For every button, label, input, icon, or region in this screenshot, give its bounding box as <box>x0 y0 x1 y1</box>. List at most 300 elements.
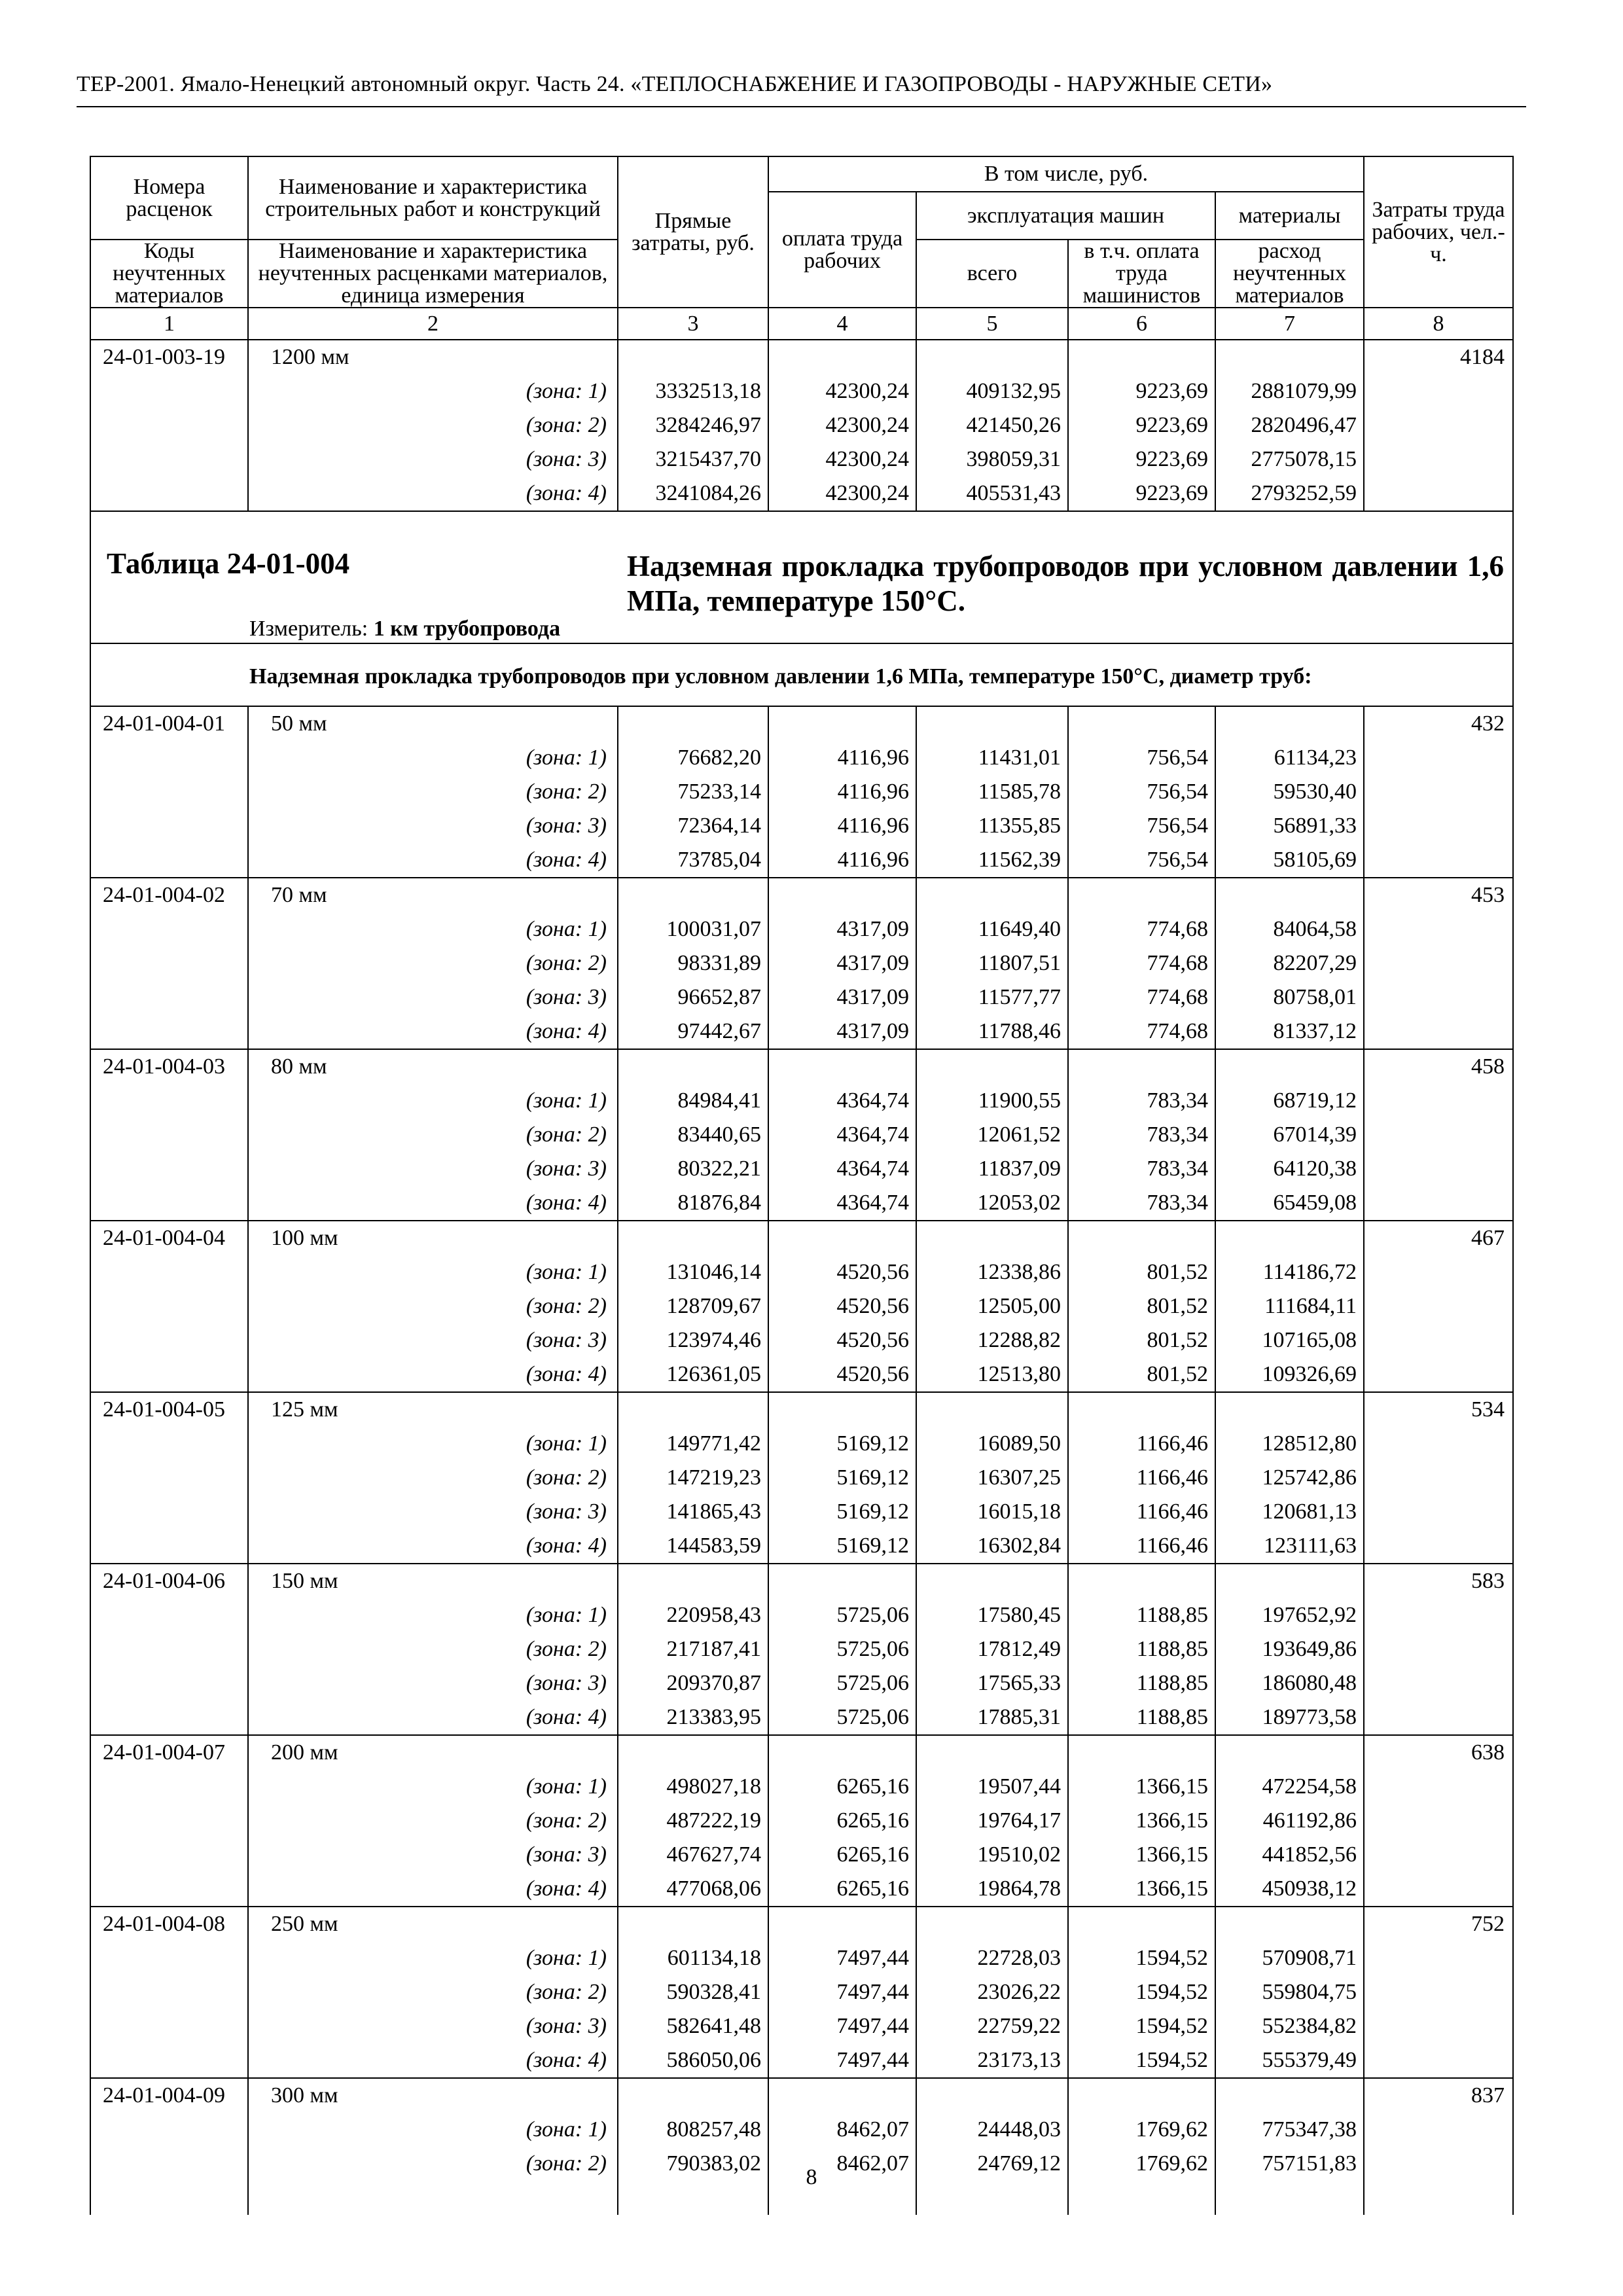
machinist-wages: 774,68 <box>1068 912 1215 946</box>
worker-wages: 42300,24 <box>768 476 916 511</box>
empty-cell <box>1364 1289 1513 1323</box>
zone-label: (зона: 4) <box>248 1872 618 1907</box>
materials-cost: 472254,58 <box>1215 1770 1364 1804</box>
direct-cost: 487222,19 <box>618 1804 768 1838</box>
zone-row <box>90 1941 1513 1975</box>
materials-cost: 58105,69 <box>1215 843 1364 878</box>
materials-cost: 197652,92 <box>1215 1598 1364 1632</box>
zone-label: (зона: 3) <box>248 809 618 843</box>
empty-cell <box>1364 809 1513 843</box>
empty-cell <box>1068 340 1215 374</box>
machinist-wages: 774,68 <box>1068 1014 1215 1049</box>
rate-code: 24-01-004-08 <box>90 1907 248 1941</box>
empty-cell <box>1364 476 1513 511</box>
materials-cost: 84064,58 <box>1215 912 1364 946</box>
zone-label: (зона: 2) <box>248 2147 618 2181</box>
col-code-sub-header: Коды неучтенных материалов <box>90 240 248 308</box>
materials-cost: 2793252,59 <box>1215 476 1364 511</box>
worker-wages: 8462,07 <box>768 2147 916 2181</box>
empty-cell <box>1215 1221 1364 1255</box>
machinist-wages: 1166,46 <box>1068 1427 1215 1461</box>
machines-total: 16302,84 <box>916 1529 1068 1564</box>
machines-total: 16015,18 <box>916 1495 1068 1529</box>
machinist-wages: 801,52 <box>1068 1255 1215 1289</box>
zone-label: (зона: 1) <box>248 1255 618 1289</box>
materials-cost: 80758,01 <box>1215 980 1364 1014</box>
rate-row <box>90 1735 1513 1770</box>
zone-label: (зона: 4) <box>248 1700 618 1735</box>
meter-label: Измеритель: <box>249 617 368 641</box>
machinist-wages: 1769,62 <box>1068 2113 1215 2147</box>
empty-cell <box>90 843 248 878</box>
rate-row <box>90 1907 1513 1941</box>
empty-cell <box>618 1735 768 1770</box>
empty-cell <box>1215 706 1364 741</box>
empty-cell <box>90 1941 248 1975</box>
machines-total: 24769,12 <box>916 2147 1068 2181</box>
empty-cell <box>1364 374 1513 408</box>
empty-cell <box>1364 1357 1513 1392</box>
col-code-header: Номера расценок <box>90 156 248 240</box>
col-machines-header: эксплуатация машин <box>916 192 1215 240</box>
direct-cost: 213383,95 <box>618 1700 768 1735</box>
rate-name: 200 мм <box>248 1735 618 1770</box>
empty-cell <box>90 946 248 980</box>
zone-row <box>90 1529 1513 1564</box>
rate-code: 24-01-004-03 <box>90 1049 248 1084</box>
zone-row <box>90 1700 1513 1735</box>
direct-cost: 808257,48 <box>618 2113 768 2147</box>
empty-cell <box>1364 1770 1513 1804</box>
direct-cost: 96652,87 <box>618 980 768 1014</box>
direct-cost: 81876,84 <box>618 1186 768 1221</box>
zone-row <box>90 1118 1513 1152</box>
zone-label: (зона: 2) <box>248 1804 618 1838</box>
machinist-wages: 801,52 <box>1068 1357 1215 1392</box>
machines-total: 12505,00 <box>916 1289 1068 1323</box>
empty-cell <box>768 1049 916 1084</box>
direct-cost: 128709,67 <box>618 1289 768 1323</box>
rate-row <box>90 1221 1513 1255</box>
empty-cell <box>768 1907 916 1941</box>
empty-cell <box>1364 1872 1513 1907</box>
zone-label: (зона: 2) <box>248 1632 618 1666</box>
worker-wages: 4317,09 <box>768 946 916 980</box>
machines-total: 24448,03 <box>916 2113 1068 2147</box>
col-direct-header: Прямые затраты, руб. <box>618 156 768 308</box>
zone-label: (зона: 3) <box>248 442 618 476</box>
empty-cell <box>768 878 916 912</box>
empty-cell <box>90 1804 248 1838</box>
empty-cell <box>1364 1427 1513 1461</box>
zone-label: (зона: 3) <box>248 1838 618 1872</box>
empty-cell <box>916 1221 1068 1255</box>
worker-wages: 5725,06 <box>768 1598 916 1632</box>
machinist-wages: 1594,52 <box>1068 1941 1215 1975</box>
zone-label: (зона: 3) <box>248 2009 618 2043</box>
empty-cell <box>1364 1700 1513 1735</box>
empty-cell <box>916 1735 1068 1770</box>
direct-cost: 84984,41 <box>618 1084 768 1118</box>
table-title: Надземная прокладка трубопроводов при условном давлении 1,6 МПа, температуре 150°С. <box>627 550 1504 618</box>
zone-row <box>90 809 1513 843</box>
materials-cost: 123111,63 <box>1215 1529 1364 1564</box>
empty-cell <box>916 2078 1068 2113</box>
materials-cost: 64120,38 <box>1215 1152 1364 1186</box>
worker-wages: 4364,74 <box>768 1084 916 1118</box>
machines-total: 17885,31 <box>916 1700 1068 1735</box>
header-rule <box>77 106 1526 107</box>
table-label: Таблица 24-01-004 <box>107 547 350 580</box>
machinist-wages: 783,34 <box>1068 1118 1215 1152</box>
machines-total: 17565,33 <box>916 1666 1068 1700</box>
zone-row <box>90 1186 1513 1221</box>
col-materials-header: материалы <box>1215 192 1364 240</box>
machines-total: 17812,49 <box>916 1632 1068 1666</box>
machinist-wages: 756,54 <box>1068 741 1215 775</box>
zone-row <box>90 374 1513 408</box>
machines-total: 17580,45 <box>916 1598 1068 1632</box>
zone-label: (зона: 3) <box>248 1152 618 1186</box>
col-name-header: Наименование и характеристика строительных работ и конструкций <box>248 156 618 240</box>
zone-label: (зона: 3) <box>248 1666 618 1700</box>
rate-name: 150 мм <box>248 1564 618 1598</box>
empty-cell <box>618 878 768 912</box>
empty-cell <box>1364 1632 1513 1666</box>
worker-wages: 6265,16 <box>768 1770 916 1804</box>
labor-cost: 837 <box>1364 2078 1513 2113</box>
empty-cell <box>90 1014 248 1049</box>
zone-label: (зона: 4) <box>248 1529 618 1564</box>
machinist-wages: 1366,15 <box>1068 1838 1215 1872</box>
machines-total: 11585,78 <box>916 775 1068 809</box>
machines-total: 19510,02 <box>916 1838 1068 1872</box>
zone-row <box>90 1357 1513 1392</box>
labor-cost: 534 <box>1364 1392 1513 1427</box>
empty-cell <box>90 2113 248 2147</box>
empty-cell <box>1364 1084 1513 1118</box>
zone-row <box>90 2043 1513 2078</box>
empty-cell <box>768 706 916 741</box>
col-number: 6 <box>1068 308 1215 340</box>
empty-cell <box>1364 1666 1513 1700</box>
machinist-wages: 1188,85 <box>1068 1598 1215 1632</box>
zone-row <box>90 1838 1513 1872</box>
zone-row <box>90 1598 1513 1632</box>
empty-cell <box>90 476 248 511</box>
empty-cell <box>90 809 248 843</box>
direct-cost: 147219,23 <box>618 1461 768 1495</box>
zone-row <box>90 1770 1513 1804</box>
worker-wages: 4116,96 <box>768 809 916 843</box>
worker-wages: 5725,06 <box>768 1666 916 1700</box>
empty-cell <box>1068 1221 1215 1255</box>
rate-code: 24-01-004-05 <box>90 1392 248 1427</box>
labor-cost: 4184 <box>1364 340 1513 374</box>
materials-cost: 441852,56 <box>1215 1838 1364 1872</box>
worker-wages: 5169,12 <box>768 1461 916 1495</box>
direct-cost: 220958,43 <box>618 1598 768 1632</box>
empty-cell <box>1215 340 1364 374</box>
empty-cell <box>1215 2078 1364 2113</box>
zone-label: (зона: 2) <box>248 1289 618 1323</box>
col-name-sub-header: Наименование и характеристика неучтенных расценками материалов, единица измерения <box>248 240 618 308</box>
materials-cost: 128512,80 <box>1215 1427 1364 1461</box>
direct-cost: 3241084,26 <box>618 476 768 511</box>
worker-wages: 5725,06 <box>768 1632 916 1666</box>
zone-label: (зона: 1) <box>248 1427 618 1461</box>
materials-cost: 107165,08 <box>1215 1323 1364 1357</box>
materials-cost: 450938,12 <box>1215 1872 1364 1907</box>
materials-cost: 775347,38 <box>1215 2113 1364 2147</box>
machines-total: 11837,09 <box>916 1152 1068 1186</box>
rate-row <box>90 2078 1513 2113</box>
zone-row <box>90 2113 1513 2147</box>
worker-wages: 4317,09 <box>768 1014 916 1049</box>
empty-cell <box>1364 442 1513 476</box>
materials-cost: 114186,72 <box>1215 1255 1364 1289</box>
zone-row <box>90 1975 1513 2009</box>
worker-wages: 8462,07 <box>768 2113 916 2147</box>
rate-name: 300 мм <box>248 2078 618 2113</box>
table-subheading: Надземная прокладка трубопроводов при условном давлении 1,6 МПа, температуре 150°С, диаметр труб: <box>90 643 1513 706</box>
col-labor-header: Затраты труда рабочих, чел.-ч. <box>1364 156 1513 308</box>
rates-table <box>90 156 1514 2215</box>
materials-cost: 461192,86 <box>1215 1804 1364 1838</box>
empty-cell <box>1364 1529 1513 1564</box>
worker-wages: 5725,06 <box>768 1700 916 1735</box>
empty-cell <box>768 2078 916 2113</box>
zone-label: (зона: 2) <box>248 1461 618 1495</box>
empty-cell <box>1068 706 1215 741</box>
rate-row <box>90 1049 1513 1084</box>
worker-wages: 7497,44 <box>768 2043 916 2078</box>
empty-cell <box>90 1632 248 1666</box>
empty-cell <box>1364 1186 1513 1221</box>
worker-wages: 42300,24 <box>768 442 916 476</box>
direct-cost: 97442,67 <box>618 1014 768 1049</box>
empty-cell <box>768 1735 916 1770</box>
empty-cell <box>618 1907 768 1941</box>
zone-label: (зона: 4) <box>248 1186 618 1221</box>
direct-cost: 209370,87 <box>618 1666 768 1700</box>
empty-cell <box>1364 1804 1513 1838</box>
empty-cell <box>1215 1907 1364 1941</box>
direct-cost: 75233,14 <box>618 775 768 809</box>
machines-total: 11431,01 <box>916 741 1068 775</box>
machines-total: 421450,26 <box>916 408 1068 442</box>
empty-cell <box>1364 1461 1513 1495</box>
empty-cell <box>90 1084 248 1118</box>
empty-cell <box>90 980 248 1014</box>
empty-cell <box>1215 878 1364 912</box>
empty-cell <box>1068 1392 1215 1427</box>
empty-cell <box>1364 843 1513 878</box>
empty-cell <box>1364 1014 1513 1049</box>
machinist-wages: 1366,15 <box>1068 1770 1215 1804</box>
empty-cell <box>1068 1735 1215 1770</box>
machinist-wages: 756,54 <box>1068 775 1215 809</box>
empty-cell <box>1364 2009 1513 2043</box>
empty-cell <box>90 408 248 442</box>
machines-total: 16307,25 <box>916 1461 1068 1495</box>
direct-cost: 477068,06 <box>618 1872 768 1907</box>
rates-table-body <box>90 156 1513 2215</box>
empty-cell <box>90 1872 248 1907</box>
worker-wages: 4116,96 <box>768 843 916 878</box>
direct-cost: 3215437,70 <box>618 442 768 476</box>
worker-wages: 6265,16 <box>768 1872 916 1907</box>
empty-cell <box>1215 1735 1364 1770</box>
empty-cell <box>916 706 1068 741</box>
zone-label: (зона: 1) <box>248 1084 618 1118</box>
zone-label: (зона: 4) <box>248 1014 618 1049</box>
direct-cost: 3284246,97 <box>618 408 768 442</box>
direct-cost: 149771,42 <box>618 1427 768 1461</box>
zone-row <box>90 1804 1513 1838</box>
empty-cell <box>916 1049 1068 1084</box>
worker-wages: 42300,24 <box>768 408 916 442</box>
zone-row <box>90 980 1513 1014</box>
machinist-wages: 9223,69 <box>1068 408 1215 442</box>
rate-code: 24-01-003-19 <box>90 340 248 374</box>
worker-wages: 7497,44 <box>768 2009 916 2043</box>
machinist-wages: 756,54 <box>1068 843 1215 878</box>
materials-cost: 570908,71 <box>1215 1941 1364 1975</box>
machinist-wages: 783,34 <box>1068 1152 1215 1186</box>
empty-cell <box>1364 741 1513 775</box>
zone-label: (зона: 2) <box>248 775 618 809</box>
empty-cell <box>90 1357 248 1392</box>
empty-cell <box>618 706 768 741</box>
empty-cell <box>916 340 1068 374</box>
worker-wages: 4116,96 <box>768 775 916 809</box>
rate-row <box>90 340 1513 374</box>
empty-cell <box>90 1289 248 1323</box>
empty-cell <box>1364 2043 1513 2078</box>
machines-total: 405531,43 <box>916 476 1068 511</box>
empty-cell <box>1364 1495 1513 1529</box>
table-meter <box>249 618 560 640</box>
direct-cost: 126361,05 <box>618 1357 768 1392</box>
machines-total: 11900,55 <box>916 1084 1068 1118</box>
zone-label: (зона: 3) <box>248 1495 618 1529</box>
empty-cell <box>90 1770 248 1804</box>
zone-row <box>90 408 1513 442</box>
machinist-wages: 1166,46 <box>1068 1495 1215 1529</box>
rate-name: 100 мм <box>248 1221 618 1255</box>
empty-cell <box>90 2009 248 2043</box>
machines-total: 22728,03 <box>916 1941 1068 1975</box>
direct-cost: 498027,18 <box>618 1770 768 1804</box>
worker-wages: 4520,56 <box>768 1289 916 1323</box>
materials-cost: 68719,12 <box>1215 1084 1364 1118</box>
empty-cell <box>90 912 248 946</box>
empty-cell <box>90 1461 248 1495</box>
materials-cost: 189773,58 <box>1215 1700 1364 1735</box>
column-numbers-row <box>90 308 1513 340</box>
machines-total: 12513,80 <box>916 1357 1068 1392</box>
empty-cell <box>90 442 248 476</box>
machinist-wages: 1188,85 <box>1068 1700 1215 1735</box>
zone-label: (зона: 4) <box>248 1357 618 1392</box>
col-number: 8 <box>1364 308 1513 340</box>
empty-cell <box>1364 775 1513 809</box>
zone-row <box>90 946 1513 980</box>
zone-label: (зона: 2) <box>248 946 618 980</box>
empty-cell <box>90 1186 248 1221</box>
direct-cost: 601134,18 <box>618 1941 768 1975</box>
rate-code: 24-01-004-09 <box>90 2078 248 2113</box>
subheading-row <box>90 643 1513 706</box>
empty-cell <box>618 1392 768 1427</box>
direct-cost: 83440,65 <box>618 1118 768 1152</box>
empty-cell <box>916 878 1068 912</box>
rate-row <box>90 878 1513 912</box>
machinist-wages: 801,52 <box>1068 1323 1215 1357</box>
empty-cell <box>1068 1564 1215 1598</box>
machinist-wages: 1594,52 <box>1068 2043 1215 2078</box>
direct-cost: 144583,59 <box>618 1529 768 1564</box>
table-title-cell <box>90 511 1513 643</box>
empty-cell <box>90 2043 248 2078</box>
zone-row <box>90 1014 1513 1049</box>
empty-cell <box>90 1323 248 1357</box>
worker-wages: 4317,09 <box>768 912 916 946</box>
zone-row <box>90 1666 1513 1700</box>
direct-cost: 80322,21 <box>618 1152 768 1186</box>
worker-wages: 6265,16 <box>768 1804 916 1838</box>
machines-total: 11649,40 <box>916 912 1068 946</box>
zone-row <box>90 476 1513 511</box>
empty-cell <box>768 340 916 374</box>
machines-total: 19764,17 <box>916 1804 1068 1838</box>
direct-cost: 73785,04 <box>618 843 768 878</box>
zone-label: (зона: 4) <box>248 476 618 511</box>
page-number: 8 <box>806 2165 817 2189</box>
machinist-wages: 1166,46 <box>1068 1529 1215 1564</box>
machines-total: 12053,02 <box>916 1186 1068 1221</box>
zone-label: (зона: 4) <box>248 2043 618 2078</box>
zone-label: (зона: 4) <box>248 843 618 878</box>
empty-cell <box>1364 946 1513 980</box>
zone-label: (зона: 1) <box>248 1941 618 1975</box>
direct-cost: 100031,07 <box>618 912 768 946</box>
materials-cost: 2775078,15 <box>1215 442 1364 476</box>
empty-cell <box>1364 1838 1513 1872</box>
machines-total: 19507,44 <box>916 1770 1068 1804</box>
zone-label: (зона: 1) <box>248 912 618 946</box>
labor-cost: 458 <box>1364 1049 1513 1084</box>
empty-cell <box>1364 1941 1513 1975</box>
empty-cell <box>90 1598 248 1632</box>
zone-label: (зона: 1) <box>248 741 618 775</box>
machinist-wages: 1166,46 <box>1068 1461 1215 1495</box>
materials-cost: 2820496,47 <box>1215 408 1364 442</box>
direct-cost: 131046,14 <box>618 1255 768 1289</box>
rate-name: 80 мм <box>248 1049 618 1084</box>
empty-cell <box>90 1700 248 1735</box>
worker-wages: 4364,74 <box>768 1152 916 1186</box>
labor-cost: 432 <box>1364 706 1513 741</box>
worker-wages: 7497,44 <box>768 1975 916 2009</box>
zone-row <box>90 1872 1513 1907</box>
materials-cost: 555379,49 <box>1215 2043 1364 2078</box>
rate-row <box>90 1564 1513 1598</box>
zone-row <box>90 775 1513 809</box>
zone-label: (зона: 2) <box>248 1118 618 1152</box>
machines-total: 11577,77 <box>916 980 1068 1014</box>
